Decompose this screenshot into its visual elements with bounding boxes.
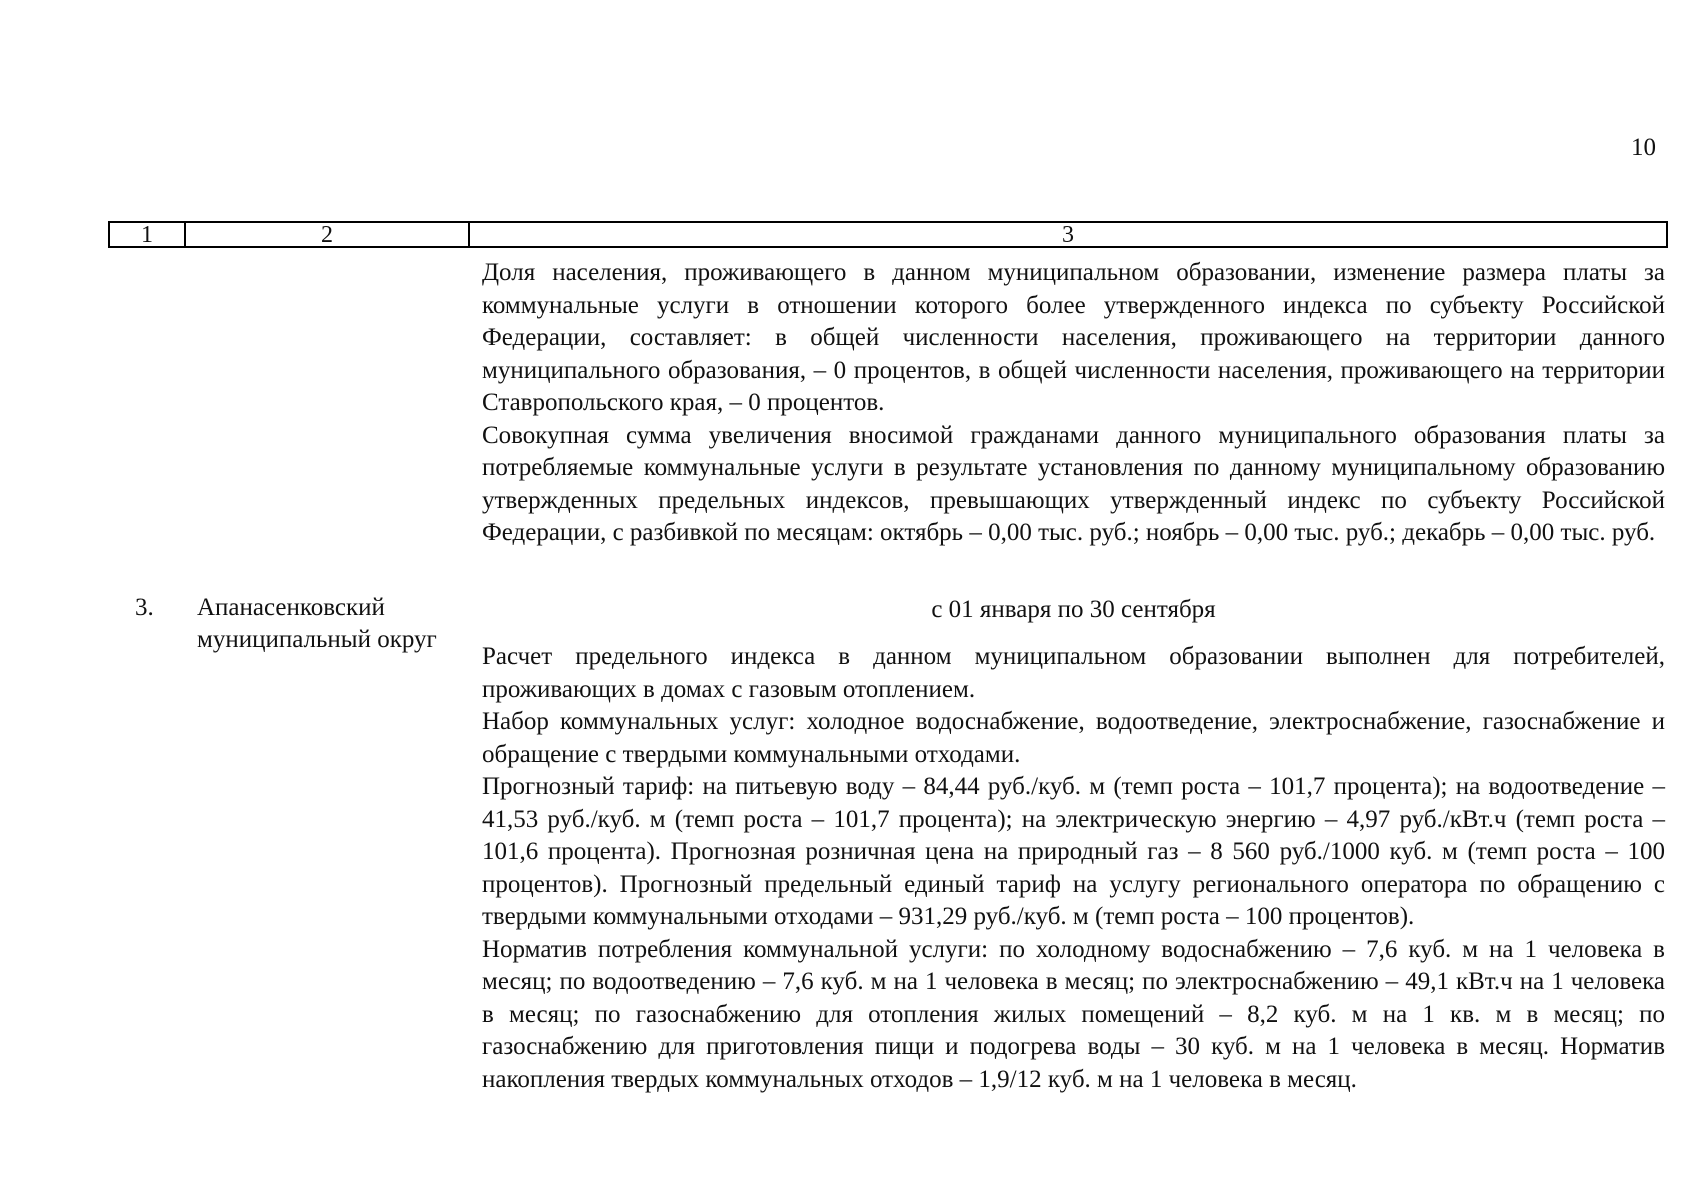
page-number: 10: [1631, 134, 1656, 161]
table-header: [108, 221, 1668, 248]
municipality-name: Апанасенковский муниципальный округ: [197, 594, 437, 653]
paragraph-norms: Норматив потребления коммунальной услуги: по холодному водоснабжению – 7,6 куб. м на 1 человека в месяц; по водоотведению – 7,6 куб. м на 1 человека в месяц; по электроснабжению – 49,1 кВт.ч на 1 человека в месяц; по газоснабжению для отопления жилых помещений – 8,2 куб. м на 1 кв. м в месяц; по газоснабжению для приготовления пищи и подогрева воды – 30 куб. м на 1 человека в месяц. Норматив накопления твердых коммунальных отходов – 1,9/12 куб. м на 1 человека в месяц.: [482, 935, 1665, 1093]
header-col-1: 1: [110, 223, 186, 246]
prev-paragraph-total-increase: Совокупная сумма увеличения вносимой гражданами данного муниципального образования платы за потребляемые коммунальные услуги в результате установления по данному муниципальному образованию утвержденных предельных индексов, превышающих утвержденный индекс по субъекту Российской Федерации, с разбивкой по месяцам: октябрь – 0,00 тыс. руб.; ноябрь – 0,00 тыс. руб.; декабрь – 0,00 тыс. руб.: [482, 421, 1665, 546]
paragraph-calculation: Расчет предельного индекса в данном муниципальном образовании выполнен для потребителей, проживающих в домах с газовым отоплением.: [482, 643, 1665, 703]
header-col-3: 3: [1062, 221, 1074, 248]
period: с 01 января по 30 сентября: [931, 596, 1216, 623]
row-number: 3.: [135, 594, 154, 621]
prev-block: [482, 257, 1665, 550]
row-description: [482, 641, 1665, 1096]
header-col-2: 2: [186, 223, 470, 246]
prev-paragraph-population-share: Доля населения, проживающего в данном муниципальном образовании, изменение размера платы за коммунальные услуги в отношении которого более утвержденного индекса по субъекту Российской Федерации, составляет: в общей численности населения, проживающего на территории данного муниципального образования, – 0 процентов, в общей численности населения, проживающего на территории Ставропольского края, – 0 процентов.: [482, 259, 1665, 416]
paragraph-tariffs: Прогнозный тариф: на питьевую воду – 84,44 руб./куб. м (темп роста – 101,7 процента); на водоотведение – 41,53 руб./куб. м (темп роста – 101,7 процента); на электрическую энергию – 4,97 руб./кВт.ч (темп роста – 101,6 процента). Прогнозная розничная цена на природный газ – 8 560 руб./1000 куб. м (темп роста – 100 процентов). Прогнозный предельный единый тариф на услугу регионального оператора по обращению с твердыми коммунальными отходами – 931,29 руб./куб. м (темп роста – 100 процентов).: [482, 773, 1665, 930]
paragraph-services: Набор коммунальных услуг: холодное водоснабжение, водоотведение, электроснабжение, газоснабжение и обращение с твердыми коммунальными отходами.: [482, 708, 1665, 768]
